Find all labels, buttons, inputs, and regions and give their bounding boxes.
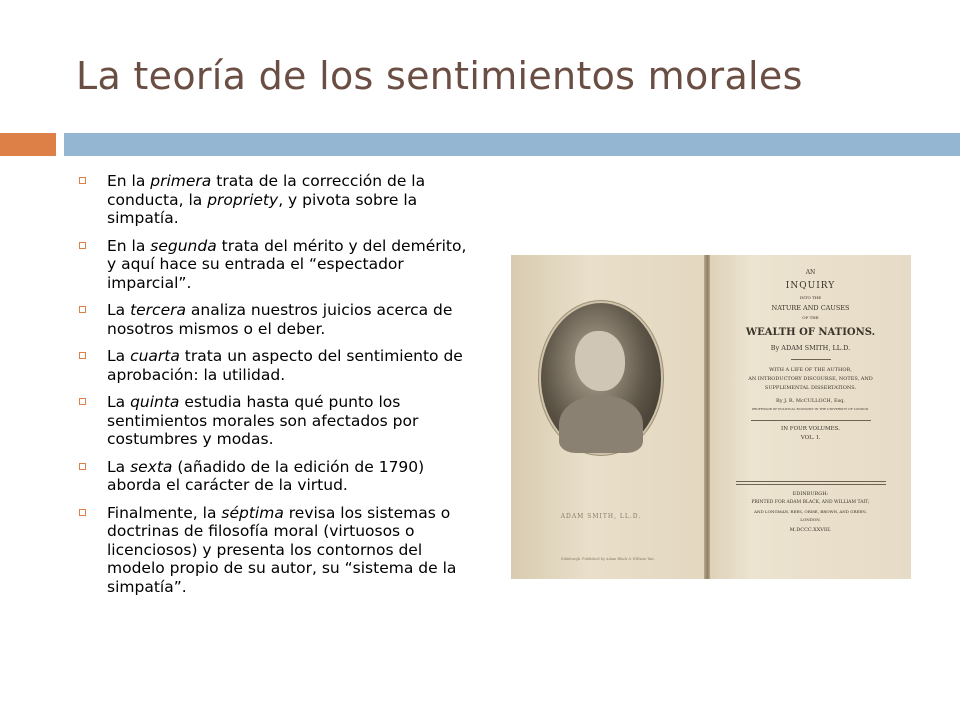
title-rule-3 [736, 481, 886, 482]
bullet-text: En la [107, 172, 151, 190]
bullet-list [78, 172, 470, 605]
bullet-text: estudia hasta qué punto los sentimientos morales son afectados por costumbres y modas. [107, 393, 419, 448]
bullet-text: (añadido de la edición de 1790) aborda el carácter de la virtud. [107, 457, 425, 494]
bullet-item [78, 393, 470, 449]
accent-bar-orange [0, 133, 56, 156]
bullet-square-icon [79, 509, 86, 516]
bullet-item [78, 347, 470, 384]
title-rule-2 [751, 420, 871, 421]
title-editor: By J. R. McCULLOCH, Esq. [776, 398, 845, 404]
bullet-emphasis: tercera [130, 301, 186, 319]
accent-bar-blue [64, 133, 960, 156]
bullet-text: , y pivota sobre la simpatía. [107, 190, 418, 227]
bullet-item [78, 237, 470, 293]
portrait-medallion [541, 303, 661, 453]
bullet-text: La [107, 301, 131, 319]
bullet-square-icon [79, 463, 86, 470]
portrait-imprint: Edinburgh. Published by Adam Black & William Tait. [561, 557, 655, 561]
title-author: By ADAM SMITH, LL.D. [770, 344, 851, 352]
bullet-square-icon [79, 352, 86, 359]
bullet-item [78, 504, 470, 597]
title-dissertations: SUPPLEMENTAL DISSERTATIONS. [764, 385, 857, 391]
book-image [511, 255, 911, 579]
title-nature: NATURE AND CAUSES [771, 304, 850, 312]
title-professor: PROFESSOR OF POLITICAL ECONOMY IN THE UNIVERSITY OF LONDON. [752, 407, 869, 411]
bullet-emphasis: cuarta [130, 347, 180, 365]
bullet-text: La [107, 393, 131, 411]
bullet-text: trata del mérito y del demérito, y aquí hace su entrada el “espectador imparcial”. [107, 236, 467, 292]
bullet-text: trata de la corrección de la conducta, la [107, 172, 426, 209]
title-year: M.DCCC.XXVIII. [789, 527, 832, 533]
title-of-the: OF THE [802, 315, 819, 320]
title-inquiry: INQUIRY [785, 281, 836, 291]
bullet-square-icon [79, 306, 86, 313]
title-an: AN [805, 269, 816, 276]
title-into-the: INTO THE [799, 295, 822, 300]
portrait-caption: ADAM SMITH, LL.D. [560, 513, 642, 520]
bullet-item [78, 172, 470, 228]
title-london: LONDON. [800, 517, 821, 522]
title-longman: AND LONGMAN, REES, ORME, BROWN, AND GREEN, [754, 509, 867, 514]
title-vol: VOL. I. [800, 435, 821, 441]
bullet-text: Finalmente, la [107, 503, 222, 522]
bullet-emphasis: primera [150, 172, 212, 190]
bullet-text: En la [107, 236, 151, 255]
bullet-emphasis: séptima [221, 503, 284, 522]
bullet-emphasis: propriety [207, 190, 279, 209]
bullet-text: trata un aspecto del sentimiento de aprobación: la utilidad. [107, 347, 463, 384]
bullet-text: analiza nuestros juicios acerca de nosotros mismos o el deber. [107, 301, 453, 338]
portrait-shoulders [559, 395, 643, 453]
title-city: EDINBURGH: [792, 491, 829, 497]
title-rule-1 [791, 359, 831, 360]
title-with-life: WITH A LIFE OF THE AUTHOR, [769, 367, 852, 373]
title-wealth: WEALTH OF NATIONS. [745, 327, 876, 338]
bullet-text: revisa los sistemas o doctrinas de filosofía moral (virtuosos o licenciosos) y presenta los contornos del modelo propio de su autor, su “sistema de la simpatía”. [107, 503, 457, 596]
bullet-item [78, 458, 470, 495]
bullet-square-icon [79, 177, 86, 184]
title-intro: AN INTRODUCTORY DISCOURSE, NOTES, AND [748, 376, 873, 382]
portrait-head [575, 331, 625, 391]
bullet-emphasis: quinta [130, 393, 180, 411]
bullet-square-icon [79, 242, 86, 249]
bullet-square-icon [79, 398, 86, 405]
bullet-emphasis: sexta [130, 457, 173, 476]
slide-title: La teoría de los sentimientos morales [76, 54, 803, 98]
title-rule-4 [736, 484, 886, 485]
title-volumes: IN FOUR VOLUMES. [781, 426, 840, 432]
bullet-emphasis: segunda [150, 236, 217, 255]
bullet-text: La [107, 347, 131, 365]
bullet-item [78, 301, 470, 338]
title-printed: PRINTED FOR ADAM BLACK, AND WILLIAM TAIT; [751, 500, 870, 505]
bullet-text: La [107, 457, 131, 476]
